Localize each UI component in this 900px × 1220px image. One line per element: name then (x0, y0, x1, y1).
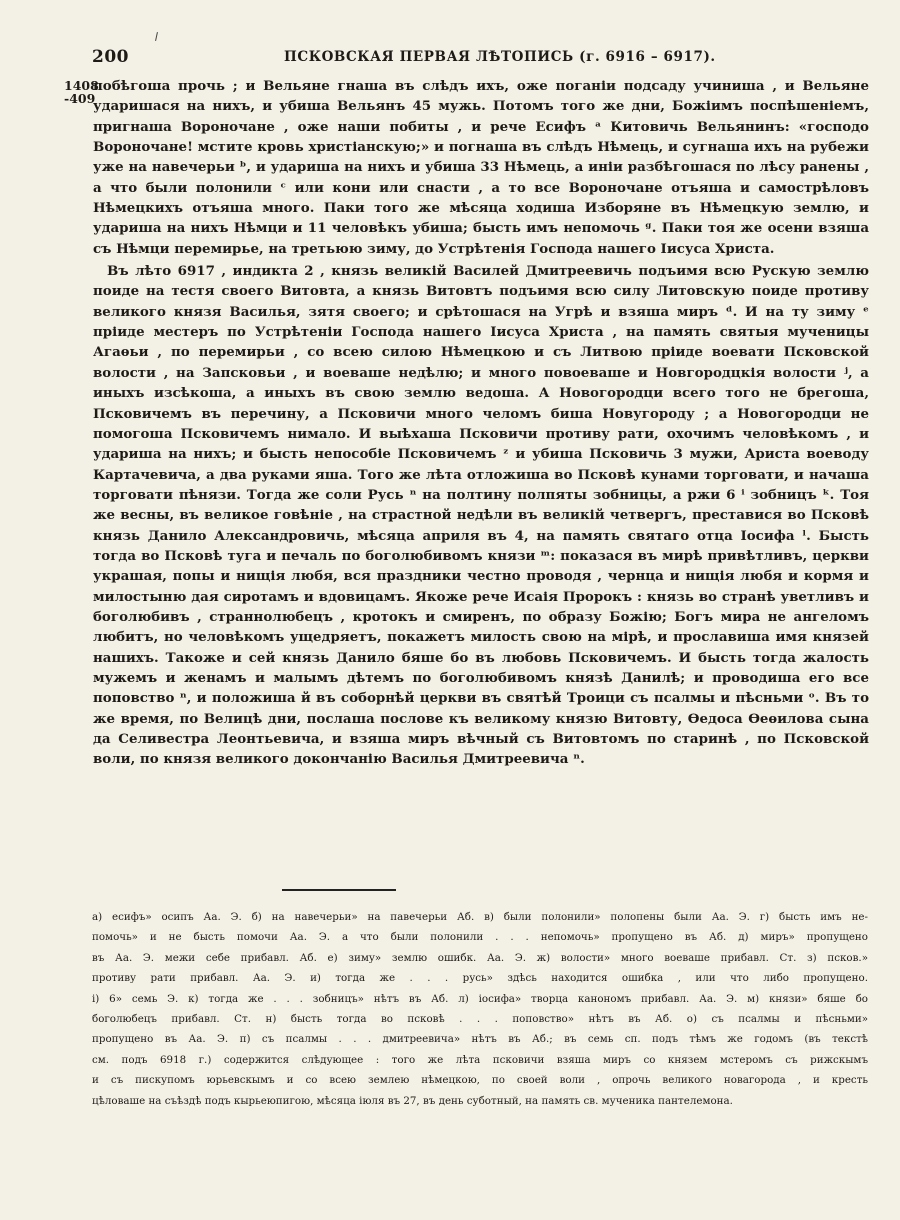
footnote-line: въ Аа. Э. межи себе прибавл. Аб. е) зиму» землю ошибк. Аа. Э. ж) волости» много воеваше прибавл. Ст. з) псков.» (92, 951, 868, 964)
footnote-line: и съ пискупомъ юрьевскымъ и со всею землею нѣмецкою, по своей воли , опрочь великого новагорода , и кресть (92, 1074, 868, 1087)
page-header (92, 47, 868, 75)
running-title: ПСКОВСКАЯ ПЕРВАЯ ЛѢТОПИСЬ (г. 6916 – 6917). (284, 49, 716, 65)
footnote-separator (282, 889, 396, 891)
footnote-line: см. подъ 6918 г.) содержится слѣдующее : того же лѣта псковичи взяша миръ со князем мстеромъ съ рижскымъ (92, 1053, 868, 1066)
footnote-line: боголюбецъ прибавл. Ст. н) бысть тогда во псковѣ . . . поповство» нѣтъ въ Аб. о) съ псалмы и пѣсньми» (92, 1013, 868, 1026)
footnote-line: цѣловаше на съѣздѣ подъ кырьеюпигою, мѣсяца іюля въ 27, въ день суботный, на память св. мученика пантелемона. (92, 1094, 733, 1107)
footnotes-block (92, 907, 868, 1111)
stray-pen-mark (155, 32, 158, 41)
footnote-line: пропущено въ Аа. Э. п) съ псалмы . . . дмитреевича» нѣтъ въ Аб.; въ семь сп. подъ тѣмъ же годомъ (въ текстѣ (92, 1033, 868, 1046)
main-text-body (93, 76, 869, 770)
footnote-line: і) 6» семь Э. к) тогда же . . . зобницъ» нѣтъ въ Аб. л) іосифа» творца канономъ прибавл. Аа. Э. м) князи» бяше бо (92, 992, 868, 1005)
paragraph-1: побѣгоша прочь ; и Вельяне гнаша въ слѣдъ ихъ, оже поганіи подсаду учиниша , и Вельяне ударишася на нихъ, и убиша Вельянъ 45 мужь. Потомъ того же дни, Божіимъ поспѣшеніемъ, пригнаша Вороночане , оже наши побиты , и рече Есифъ ᵃ Китовичь Вельянинъ: «господо Вороночане! мстите кровь христіанскую;» и погнаша въ слѣдъ Нѣмець, и сугнаша ихъ на рубежи уже на навечерьи ᵇ, и удариша на нихъ и убиша 33 Нѣмець, а иніи разбѣгошася по лѣсу ранены , а что были полонили ᶜ или кони или снасти , а то все Вороночане отъяша и самострѣловъ Нѣмецкихъ отъяша много. Паки того же мѣсяца ходиша Изборяне въ Нѣмецкую землю, и удариша на нихъ Нѣмци и 11 человѣкъ убиша; бысть имъ непомочь ᵍ. Паки тоя же осени взяша съ Нѣмци перемирье, на третьюю зиму, до Устрѣтенія Господа нашего Іисуса Христа. (93, 78, 869, 257)
paragraph-2: Въ лѣто 6917 , индикта 2 , князь великій Василей Дмитреевичь подъимя всю Рускую землю поиде на тестя своего Витовта, а князь Витовтъ подъимя всю силу Литовскую поиде противу великого князя Василья, зятя своего; и срѣтошася на Угрѣ и взяша миръ ᵈ. И на ту зиму ᵉ пріиде местеръ по Устрѣтеніи Господа нашего Іисуса Христа , на память святыя мученицы Агаѳьи , по перемирьи , со всею силою Нѣмецкою и съ Литвою пріиде воевати Псковской волости , на Запсковьи , и воеваше недѣлю; и много повоеваше и Новгородцкія волости ʲ, а иныхъ изсѣкоша, а иныхъ въ свою землю ведоша. А Новогородци всего того не брегоша, Псковичемъ въ перечину, а Псковичи много челомъ биша Новугороду ; а Новогородци не помогоша Псковичемъ нимало. И выѣхаша Псковичи противу рати, охочимъ человѣкомъ , и удариша на нихъ; и бысть непособіе Псковичемъ ᶻ и убиша Псковичь 3 мужи, Ариста воеводу Картачевича, а два руками яша. Того же лѣта отложиша во Псковѣ кунами торговати, и начаша торговати пѣнязи. Тогда же соли Русь ⁿ на полтину полпяты зобницы, а ржи 6 ⁱ зобницъ ᵏ. Тоя же весны, въ великое говѣніе , на страстной недѣли въ великій четвергъ, преставися во Псковѣ князь Данило Александровичь, мѣсяца априля въ 4, на память святаго отца Іосифа ˡ. Бысть тогда во Псковѣ туга и печаль по боголюбивомъ князи ᵐ: показася въ мирѣ привѣтливъ, церкви украшая, попы и нищія любя, вся праздники честно проводя , чернца и нищія любя и кормя и милостыню дая сиротамъ и вдовицамъ. Якоже рече Исаія Пророкъ : князь во странѣ уветливъ и боголюбивъ , страннолюбецъ , кротокъ и смиренъ, по образу Божію; Богъ мира не ангеломъ любитъ, но человѣкомъ ущедряетъ, покажетъ милость свою на мірѣ, и прославиша имя князей нашихъ. Такоже и сей князь Данило бяше бо въ любовь Псковичемъ. И бысть тогда жалость мужемъ и женамъ и малымъ дѣтемъ по боголюбивомъ князѣ Данилѣ; и проводиша его все поповство ⁿ, и положиша й въ соборнѣй церкви въ святѣй Троици съ псалмы и пѣсньми ᵒ. Въ то же время, по Велицѣ дни, послаша послове къ великому князю Витовту, Ѳедоса Ѳеѳилова сына да Селивестра Леонтьевича, и взяша миръ вѣчный съ Витовтомъ по старинѣ , по Псковской воли, по князя великого докончанію Василья Дмитреевича ⁿ. (93, 263, 869, 768)
margin-year-top: 1408 (64, 78, 99, 93)
page-number: 200 (92, 47, 129, 67)
footnote-line: помочь» и не бысть помочи Аа. Э. а что были полонили . . . непомочь» пропущено въ Аб. д) миръ» пропущено (92, 931, 868, 944)
footnote-line: а) есифъ» осипъ Аа. Э. б) на навечерьи» на павечерьи Аб. в) были полонили» полопены были Аа. Э. г) бысть имъ не- (92, 911, 868, 923)
margin-year-bottom: -409 (64, 91, 96, 106)
footnote-line: противу рати прибавл. Аа. Э. и) тогда же . . . русь» здѣсь находится ошибка , или что либо пропущено. (92, 972, 868, 985)
